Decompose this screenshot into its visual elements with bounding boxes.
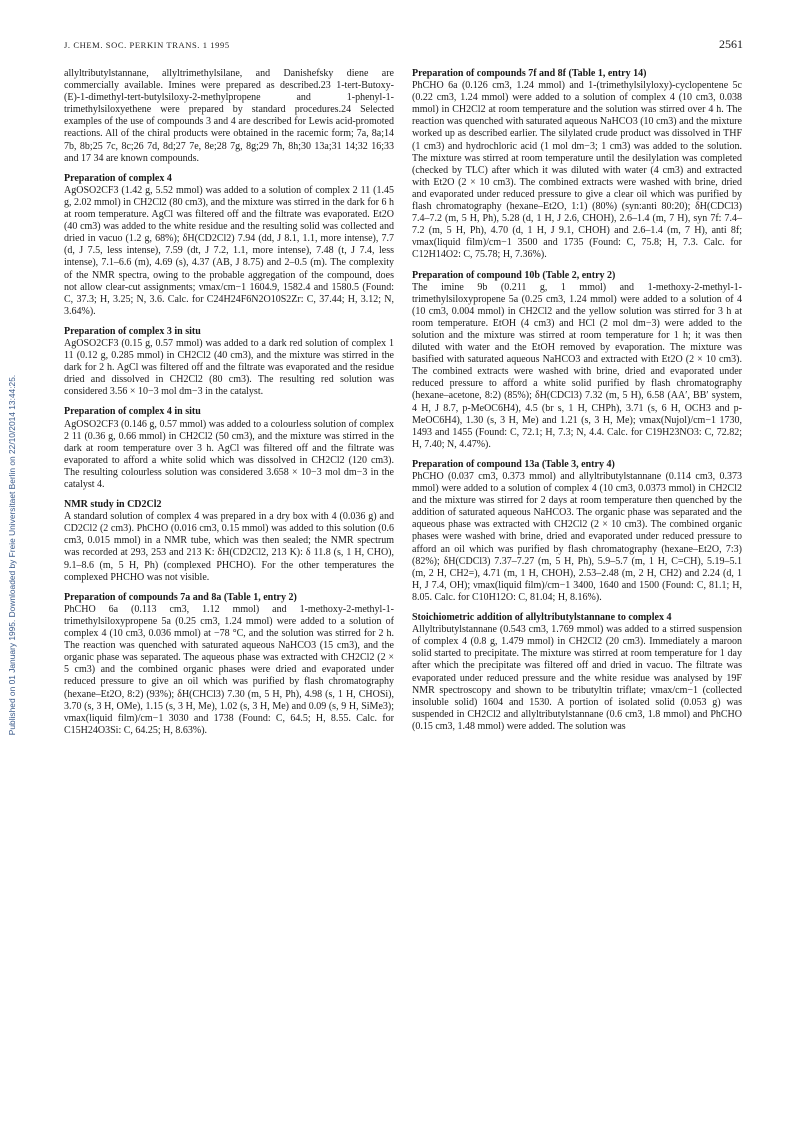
section-heading: Preparation of complex 4 [64,172,172,184]
right-column [412,68,742,741]
section-heading: Preparation of compound 13a (Table 3, entry 4) [412,458,615,470]
section-paragraph: A standard solution of complex 4 was prepared in a dry box with 4 (0.036 g) and CD2Cl2 (2 cm3). PhCHO (0.016 cm3, 0.15 mmol) was added to this solution (0.6 cm3, 0.015 mmol) in a NMR tube, which was then sealed; the NMR spectrum was recorded at 293, 253 and 213 K: δH(CD2Cl2, 213 K): δ 11.8 (s, 1 H, CHO), 9.1–8.6 (m, 5 H, Ph) (complexed PHCHO). For the other temperatures the complexed PHCHO was not visible. [64,511,394,583]
section-paragraph: PhCHO 6a (0.126 cm3, 1.24 mmol) and 1-(trimethylsilyloxy)-cyclopentene 5c (0.22 cm3, 1.24 mmol) were added to a solution of complex 4 (10 cm3, 0.038 mmol) in CH2Cl2 at room temperature and the solution was stirred over 4 h. The reaction was quenched with saturated aqueous NaHCO3 (10 cm3) and the mixture worked up as described earlier. The silylated crude product was dissolved in THF (1 cm3) and hydrochloric acid (1 mol dm−3; 1 cm3) was added to the solution. The mixture was stirred at room temperature until the desilylation was completed (checked by TLC) after which it was diluted with water (4 cm3) and extracted with Et2O (2 × 10 cm3). The combined extracts were washed with brine, dried and evaporated under reduced pressure to give a clear oil which was purified by flash chromatography (hexane–Et2O, 1:1) (80%) (syn:anti 80:20); δH(CDCl3) 7.4–7.2 (m, 5 H, Ph), 5.28 (d, 1 H, J 2.6, CHOH), 2.6–1.4 (m, 7 H), syn 7f: 7.4–7.2 (m, 5 H, Ph), 4.70 (d, 1 H, J 9.1, CHOH) and 2.6–1.4 (m, 7 H), anti 8f; νmax(liquid film)/cm−1 3500 and 1735 (Found: C, 75.8; H, 7.3. Calc. for C12H14O2: C, 75.78; H, 7.36%). [412,80,742,261]
section-paragraph: AgOSO2CF3 (0.15 g, 0.57 mmol) was added to a dark red solution of complex 1 11 (0.12 g, 0.285 mmol) in CH2Cl2 (40 cm3), and the mixture was stirred in the dark for 2 h. AgCl was filtered off and the filtrate was evaporated and the residue dried and dissolved in CH2Cl2 (80 cm3). The resulting red solution was considered 3.56 × 10−3 mol dm−3 in the catalyst. [64,337,394,398]
section-heading: Preparation of compounds 7a and 8a (Table 1, entry 2) [64,591,297,603]
left-column [64,68,394,745]
section-heading: Preparation of complex 4 in situ [64,406,201,418]
section-paragraph: Allyltributylstannane (0.543 cm3, 1.769 mmol) was added to a stirred suspension of complex 4 (0.8 g, 1.479 mmol) in CH2Cl2 (20 cm3). Immediately a maroon solid started to precipitate. The mixture was stirred at room temperature for 1 day after which the precipitate was filtered off and dried in vacuo. The filtrate was evaporated under reduced pressure and the white residue was analysed by 19F NMR spectroscopy and shown to be tributyltin triflate; νmax/cm−1 (collected insoluble solid) 1604 and 1530. A portion of isolated solid (0.053 g) was suspended in CH2Cl2 and allyltributylstannane (0.6 cm3, 1.8 mmol) and PhCHO (0.15 cm3, 1.48 mmol) were added. The solution was [412,624,742,732]
intro-paragraph: allyltributylstannane, allyltrimethylsilane, and Danishefsky diene are commercially available. Imines were prepared as described.23 1-tert-Butoxy-(E)-1-dimethyl-tert-butylsiloxy-2-methylpropene and 1-phenyl-1-trimethylsiloxyethene were prepared by standard procedures.24 Selected examples of the use of compounds 3 and 4 are described for Lewis acid-promoted reactions. All of the chiral products were obtained in the racemic form; 7a, 8a;14 7b, 8b;25 7c, 8c;26 7d, 8d;27 7e, 8e;28 7g, 8g;29 7h, 8h;30 13a;31 14;32 16;33 and 17 34 are known compounds. [64,68,394,164]
section-heading: Preparation of compounds 7f and 8f (Table 1, entry 14) [412,68,647,79]
download-notice: Published on 01 January 1995. Downloaded by Freie Universitaet Berlin on 22/10/2014 13:44:25. [7,374,17,736]
section-paragraph: PhCHO 6a (0.113 cm3, 1.12 mmol) and 1-methoxy-2-methyl-1-trimethylsiloxypropene 5a (0.25 cm3, 1.24 mmol) were added to a solution of complex 4 (10 cm3, 0.036 mmol) at −78 °C, and the solution was stirred for 2 h. The reaction was quenched with saturated aqueous NaHCO3 (15 cm3), and the organic phase was separated. The aqueous phase was extracted with CH2Cl2 (2 × 5 cm3) and the combined organic phases were dried and evaporated under reduced pressure to give an oil which was purified by flash chromatography (hexane–Et2O, 8:2) (93%); δH(CHCl3) 7.30 (m, 5 H, Ph), 4.98 (s, 1 H, CHOSi), 3.70 (s, 3 H, OMe), 1.15 (s, 3 H, Me), 1.02 (s, 3 H, Me) and 0.09 (s, 9 H, SiMe3); νmax(liquid film)/cm−1 3030 and 1738 (Found: C, 64.5; H, 8.55. Calc. for C15H24O3Si: C, 64.25; H, 8.63%). [64,603,394,736]
section-paragraph: PhCHO (0.037 cm3, 0.373 mmol) and allyltributylstannane (0.114 cm3, 0.373 mmol) were added to a solution of complex 4 (10 cm3, 0.0373 mmol) in CH2Cl2 and the mixture was stirred for 2 days at room temperature then quenched by the addition of saturated aqueous NaHCO3. The organic phase was separated and the aqueous phase was extracted with CH2Cl2 (2 × 10 cm3). The combined organic phases were washed with brine, dried and evaporated under reduced pressure to afford an oil which was purified by flash chromatography (hexane–Et2O, 7:3) (82%); δH(CDCl3) 7.37–7.27 (m, 5 H, Ph), 5.9–5.7 (m, 1 H, C=CH), 5.19–5.1 (m, 2 H, CH2=), 4.71 (m, 1 H, CHOH), 2.53–2.48 (m, 2 H, CH2) and 2.24 (d, 1 H, J 7.4, OH); νmax(liquid film)/cm−1 3400, 1640 and 1500 (Found: C, 81.1; H, 8.05. Calc. for C10H12O: C, 81.04; H, 8.16%). [412,471,742,603]
section-heading: Preparation of compound 10b (Table 2, entry 2) [412,269,616,281]
running-header: J. CHEM. SOC. PERKIN TRANS. 1 1995 [64,40,230,50]
section-heading: Preparation of complex 3 in situ [64,325,201,337]
section-paragraph: AgOSO2CF3 (1.42 g, 5.52 mmol) was added to a solution of complex 2 11 (1.45 g, 2.02 mmol) in CH2Cl2 (80 cm3), and the mixture was stirred in the dark for 6 h at room temperature. AgCl was filtered off and the filtrate was evaporated. Et2O (40 cm3) was added to the white residue and the resulting solid was collected and dried in vacuo (1.2 g, 68%); δH(CD2Cl2) 7.94 (dd, J 8.1, 1.1, more intense), 7.7 (d, J 7.5, less intense), 7.59 (dt, J 7.2, 1.1, more intense), 7.48 (t, J 7.4, less intense), 7.1–6.6 (m), 4.69 (s), 4.37 (AB, J 8.75) and 2–0.5 (m). The complexity of the NMR spectra, owing to the probable aggregation of the compound, does not allow clear-cut assignments; νmax/cm−1 1604.9, 1582.4 and 1580.5 (Found: C, 37.3; H, 3.25; N, 3.6. Calc. for C24H24F6N2O10S2Zr: C, 37.44; H, 3.12; N, 3.64%). [64,184,394,317]
section-paragraph: AgOSO2CF3 (0.146 g, 0.57 mmol) was added to a colourless solution of complex 2 11 (0.36 g, 0.66 mmol) in CH2Cl2 (50 cm3), and the mixture was stirred in the dark at room temperature over 3 h. AgCl was filtered off and the filtrate was evaporated to afford a white solid which was dissolved in CH2Cl2 (120 cm3). The resulting colourless solution was considered 3.658 × 10−3 mol dm−3 in the catalyst 4. [64,418,394,490]
section-heading: Stoichiometric addition of allyltributylstannane to complex 4 [412,612,672,624]
section-paragraph: The imine 9b (0.211 g, 1 mmol) and 1-methoxy-2-methyl-1-trimethylsiloxypropene 5a (0.25 cm3, 1.24 mmol) were added to a solution of 4 (10 cm3, 0.004 mmol) in CH2Cl2 and the yellow solution was stirred for 3 h at room temperature. EtOH (4 cm3) and HCl (2 mol dm−3) were added to the solution and the mixture was stirred at room temperature for 1 h; it was then diluted with water and the EtOH removed by evaporation. The mixture was basified with saturated aqueous NaHCO3 and extracted with Et2O (2 × 10 cm3). The combined extracts were washed with brine, dried and evaporated under reduced pressure to afford a white solid purified by flash chromatography (hexane–acetone, 8:2) (85%); δH(CDCl3) 7.32 (m, 5 H), 6.58 (AA′, BB′ system, 4 H, J 8.7, p-MeOC6H4), 4.5 (br s, 1 H, CHPh), 3.71 (s, 6 H, OCH3 and p-MeOC6H4), 1.30 (s, 3 H, Me) and 1.21 (s, 3 H, Me); νmax(Nujol)/cm−1 1730, 1493 and 1455 (Found: C, 72.1; H, 7.3; N, 4.4. Calc. for C19H23NO3: C, 72.82; H, 7.40; N, 4.47%). [412,281,742,450]
download-notice-container [4,190,20,920]
page-number: 2561 [719,37,743,51]
section-heading: NMR study in CD2Cl2 [64,499,162,511]
